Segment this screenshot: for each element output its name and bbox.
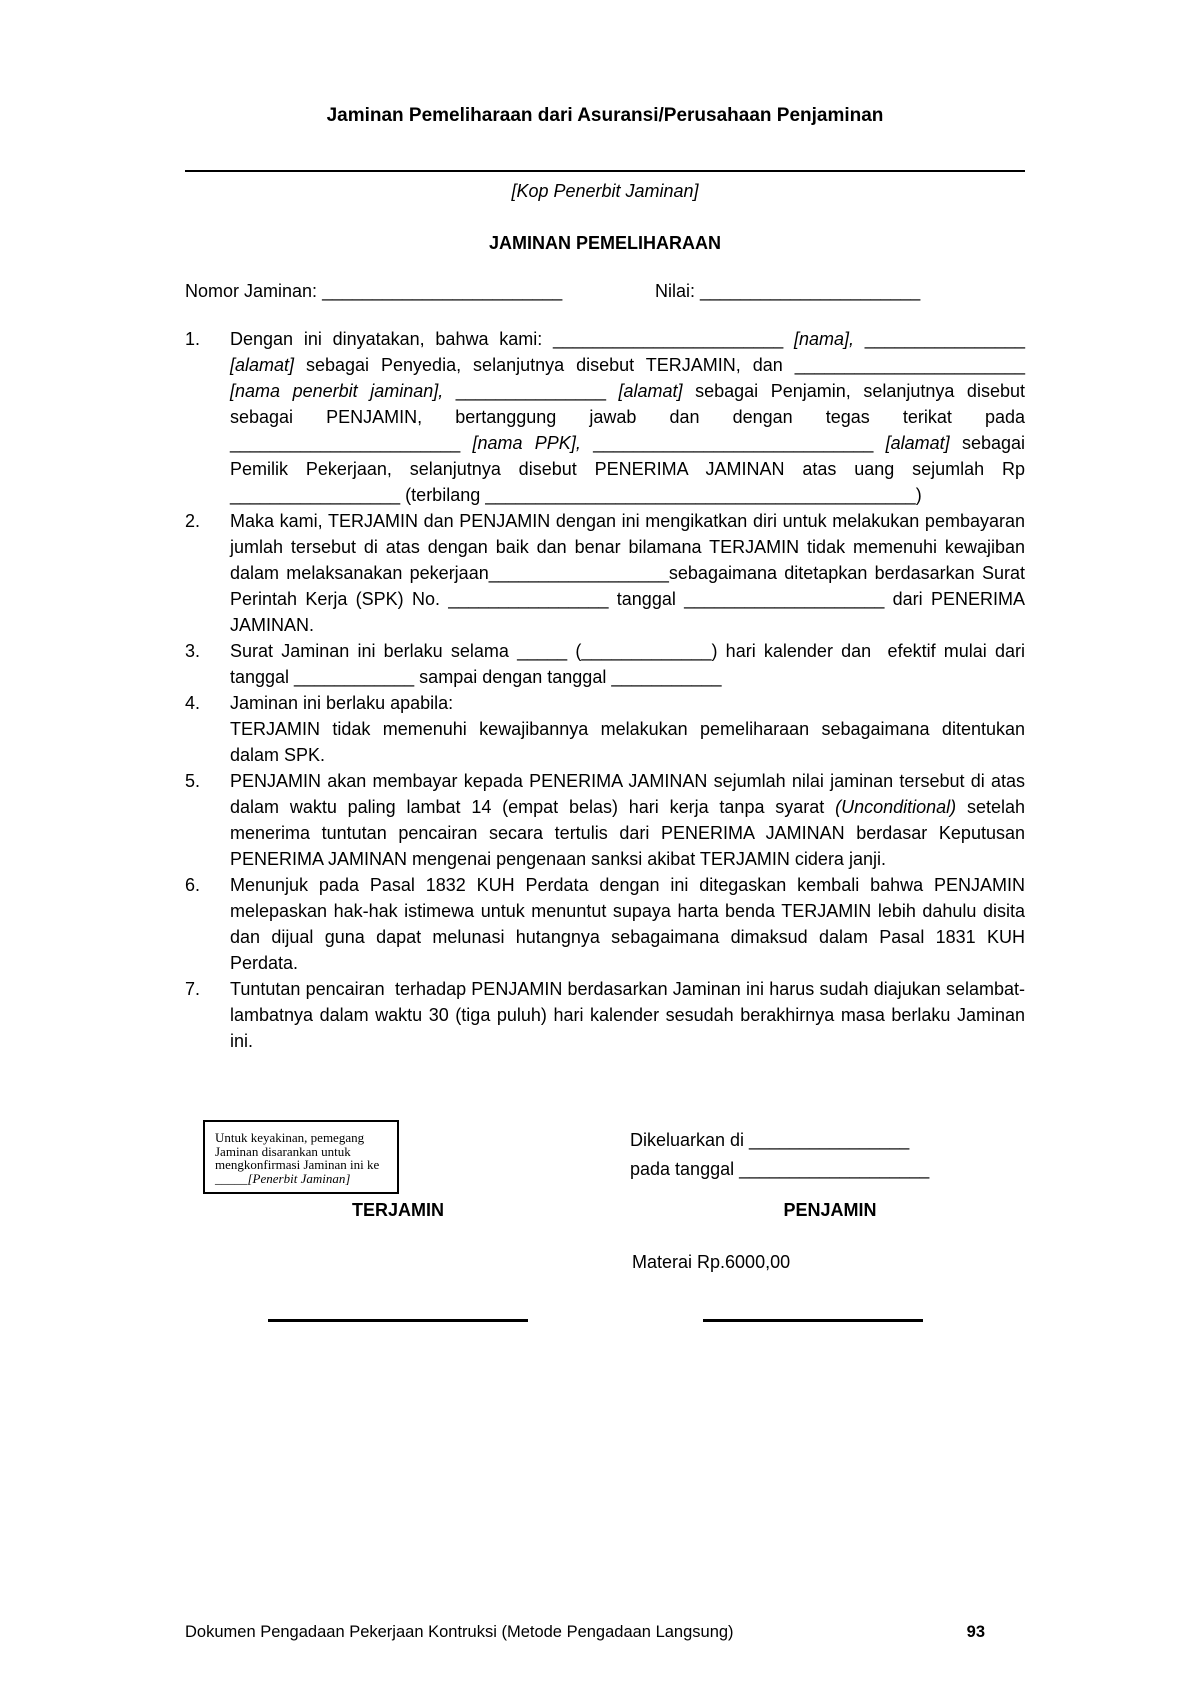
text-segment: [nama],	[794, 329, 855, 349]
guarantee-number-blank: ________________________	[322, 281, 563, 301]
confirmation-note-box	[203, 1120, 399, 1194]
text-segment: Maka kami, TERJAMIN dan PENJAMIN dengan ini mengikatkan diri untuk melakukan pembayaran jumlah tersebut di atas dengan baik dan benar bilamana TERJAMIN tidak memenuhi kewajiban dalam melaksanakan pekerjaan__________________sebagaimana ditetapkan berdasarkan Surat Perintah Kerja (SPK) No. ________________ tanggal ____________________ dari PENERIMA JAMINAN.	[230, 511, 1025, 635]
clause-text	[230, 872, 1025, 976]
clause-number: 1.	[185, 329, 201, 349]
clause-item	[185, 326, 1025, 508]
footer-document-label: Dokumen Pengadaan Pekerjaan Kontruksi (Metode Pengadaan Langsung)	[185, 1623, 734, 1641]
text-segment: ____________________________	[580, 433, 886, 453]
text-segment: [alamat]	[618, 381, 683, 401]
clause-item	[185, 768, 1025, 872]
text-segment: setelah menerima tuntutan pencairan secara tertulis dari PENERIMA JAMINAN berdasar Keputusan PENERIMA JAMINAN mengenai pengenaan sanksi akibat TERJAMIN cidera janji.	[230, 797, 1025, 869]
text-segment: sebagai Penjamin, selanjutnya disebut sebagai PENJAMIN, bertanggung jawab dan dengan tegas terikat pada _______________________	[230, 381, 1025, 453]
signature-line-right	[703, 1319, 923, 1322]
issuance-block	[630, 1126, 929, 1184]
text-segment: (Unconditional)	[835, 797, 957, 817]
header-rule	[185, 170, 1025, 172]
text-segment: Surat Jaminan ini berlaku selama _____ (_____________) hari kalender dan efektif mulai dari tanggal ____________ sampai dengan tanggal ___________	[230, 641, 1025, 687]
text-segment: PENJAMIN akan membayar kepada PENERIMA JAMINAN sejumlah nilai jaminan tersebut di atas dalam waktu paling lambat 14 (empat belas) hari kerja tanpa syarat	[230, 771, 1025, 817]
clause-item	[185, 638, 1025, 690]
clause-text	[230, 976, 1025, 1054]
clause-number: 2.	[185, 511, 201, 531]
clause-item	[185, 508, 1025, 638]
issuance-date-line: pada tanggal ___________________	[630, 1159, 930, 1179]
text-segment: Menunjuk pada Pasal 1832 KUH Perdata dengan ini ditegaskan kembali bahwa PENJAMIN melepaskan hak-hak istimewa untuk menuntut supaya harta benda TERJAMIN lebih dahulu disita dan dijual guna dapat melunasi hutangnya sebagaimana dimaksud dalam Pasal 1831 KUH Perdata.	[230, 875, 1025, 973]
clause-item	[185, 690, 1025, 768]
page-heading: Jaminan Pemeliharaan dari Asuransi/Perusahaan Penjaminan	[326, 105, 884, 126]
text-segment: [Penerbit Jaminan]	[247, 1170, 351, 1186]
clause-text	[230, 638, 1025, 690]
guarantee-number-label: Nomor Jaminan:	[185, 281, 318, 301]
clause-number: 6.	[185, 875, 201, 895]
clause-number: 4.	[185, 693, 201, 713]
clause-item	[185, 872, 1025, 976]
signature-title-terjamin: TERJAMIN	[351, 1200, 444, 1220]
value-blank: ______________________	[700, 281, 921, 301]
text-segment: [alamat]	[885, 433, 950, 453]
signature-title-penjamin: PENJAMIN	[783, 1200, 877, 1220]
text-segment: Untuk keyakinan, pemegang Jaminan disarankan untuk mengkonfirmasi Jaminan ini ke _____	[215, 1130, 380, 1186]
clause-text	[230, 326, 1025, 508]
text-segment: [nama penerbit jaminan],	[230, 381, 444, 401]
text-segment: TERJAMIN tidak memenuhi kewajibannya melakukan pemeliharaan sebagaimana ditentukan dalam SPK.	[230, 719, 1025, 765]
document-content	[185, 0, 1025, 1054]
text-segment: [alamat]	[230, 355, 295, 375]
text-segment: Dengan ini dinyatakan, bahwa kami: _______________________	[230, 329, 795, 349]
issuance-place-line: Dikeluarkan di ________________	[630, 1130, 910, 1150]
clause-item	[185, 976, 1025, 1054]
text-segment: Tuntutan pencairan terhadap PENJAMIN berdasarkan Jaminan ini harus sudah diajukan selambat-lambatnya dalam waktu 30 (tiga puluh) hari kalender sesudah berakhirnya masa berlaku Jaminan ini.	[230, 979, 1025, 1051]
text-segment: [nama PPK],	[472, 433, 581, 453]
letterhead-placeholder: [Kop Penerbit Jaminan]	[511, 181, 699, 201]
text-segment: _______________	[443, 381, 619, 401]
text-segment: sebagai Penyedia, selanjutnya disebut TERJAMIN, dan _______________________	[294, 355, 1025, 375]
clause-number: 5.	[185, 771, 201, 791]
value-label: Nilai:	[655, 281, 696, 301]
stamp-note: Materai Rp.6000,00	[632, 1252, 791, 1272]
reference-row	[185, 280, 1025, 303]
clause-text	[230, 690, 1025, 768]
text-segment: ________________	[854, 329, 1025, 349]
text-segment: sebagai Pemilik Pekerjaan, selanjutnya disebut PENERIMA JAMINAN atas uang sejumlah Rp _________________ (terbilang ___________________________________________)	[230, 433, 1025, 505]
signature-line-left	[268, 1319, 528, 1322]
clause-text	[230, 508, 1025, 638]
clause-list	[185, 326, 1025, 1054]
clause-number: 7.	[185, 979, 201, 999]
page-footer	[185, 1622, 1025, 1642]
confirmation-note-text	[215, 1130, 379, 1186]
document-title: JAMINAN PEMELIHARAAN	[488, 233, 721, 253]
clause-text	[230, 768, 1025, 872]
clause-number: 3.	[185, 641, 201, 661]
footer-page-number: 93	[966, 1623, 985, 1641]
text-segment: Jaminan ini berlaku apabila:	[230, 693, 454, 713]
